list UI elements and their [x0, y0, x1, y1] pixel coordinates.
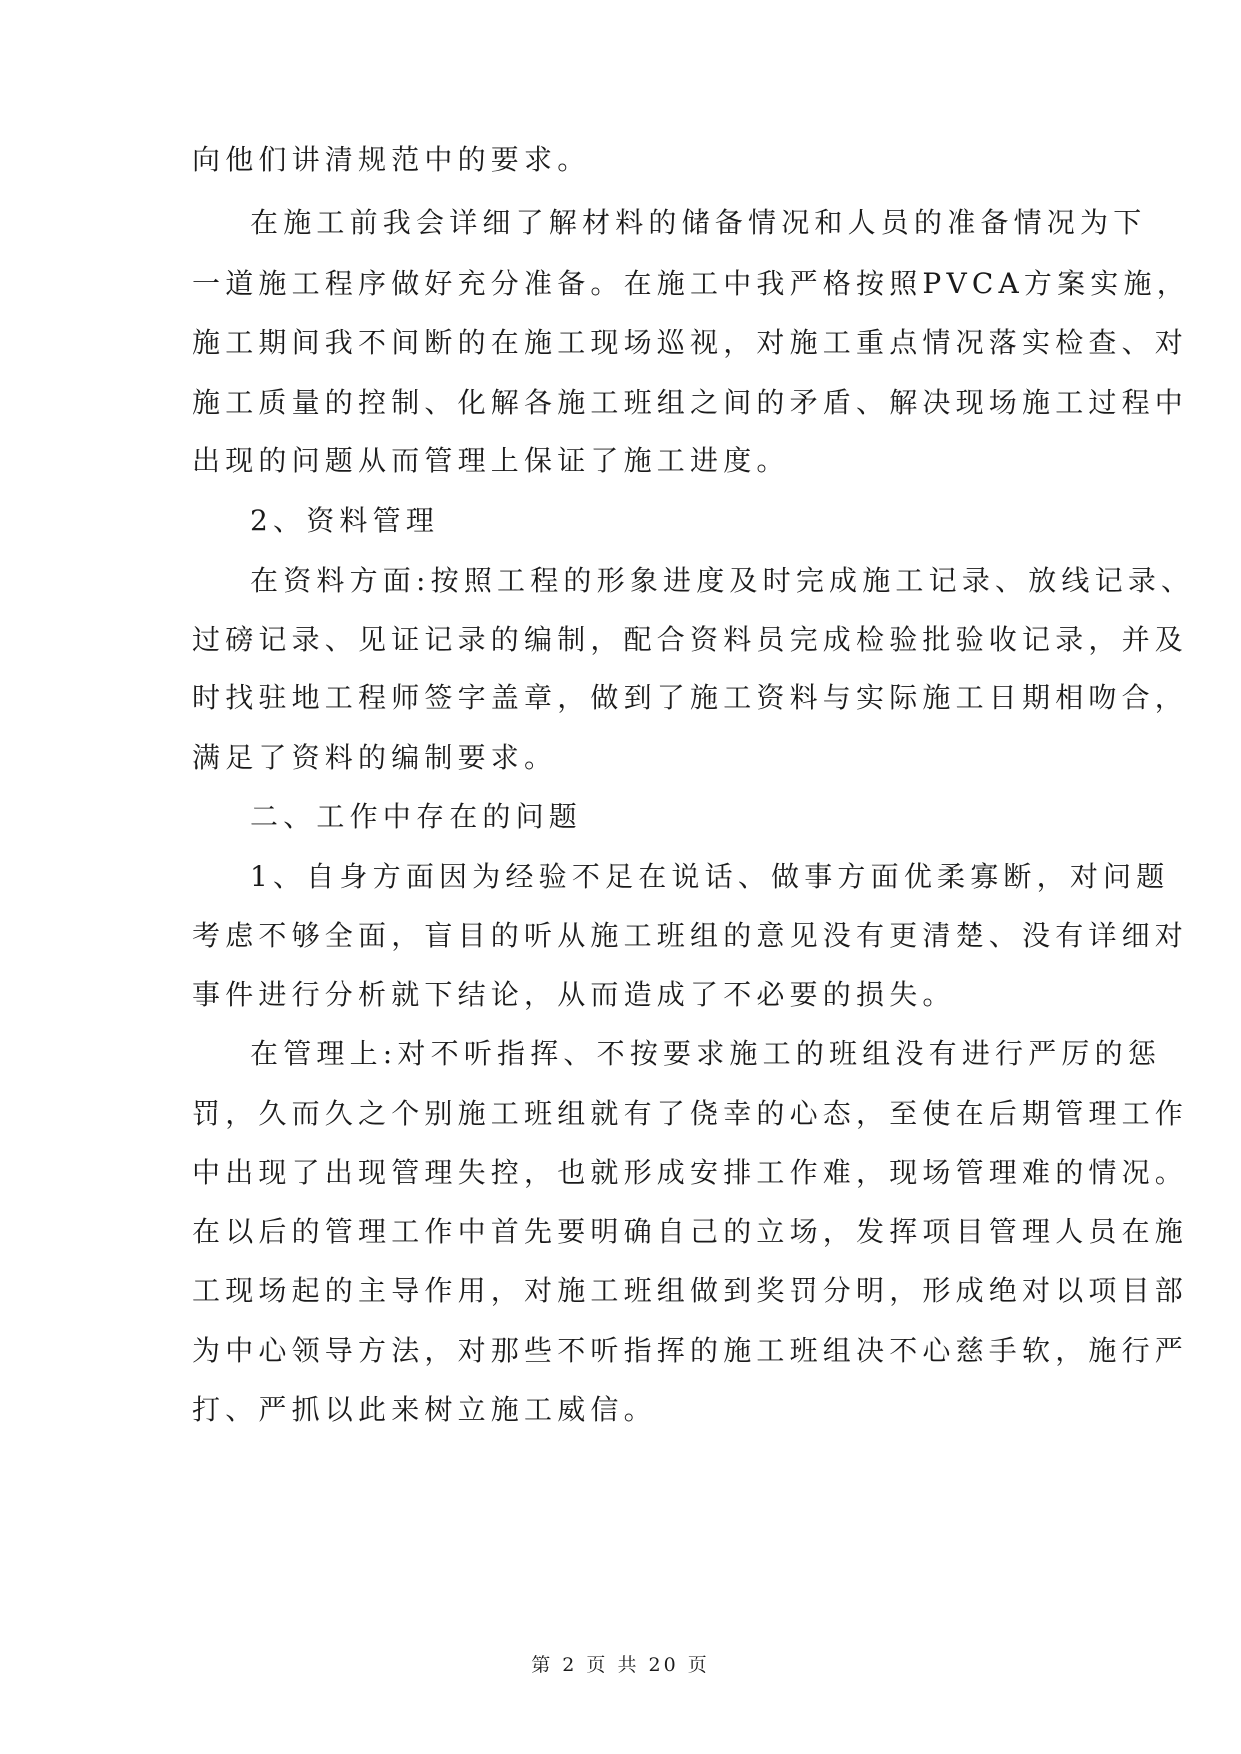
text-line: 为中心领导方法，对那些不听指挥的施工班组决不心慈手软，施行严 — [192, 1334, 1189, 1367]
text-line: 考虑不够全面，盲目的听从施工班组的意见没有更清楚、没有详细对 — [192, 919, 1189, 952]
text-line: 打、严抓以此来树立施工威信。 — [192, 1393, 657, 1426]
paragraph-start-line: 在施工前我会详细了解材料的储备情况和人员的准备情况为下 — [250, 206, 1147, 239]
text-line: 过磅记录、见证记录的编制，配合资料员完成检验批验收记录，并及 — [192, 623, 1189, 656]
text-line: 罚，久而久之个别施工班组就有了侥幸的心态，至使在后期管理工作 — [192, 1097, 1189, 1130]
text-line: 事件进行分析就下结论，从而造成了不必要的损失。 — [192, 978, 956, 1011]
text-line: 出现的问题从而管理上保证了施工进度。 — [192, 444, 790, 477]
paragraph-start-line: 在资料方面:按照工程的形象进度及时完成施工记录、放线记录、 — [250, 564, 1195, 597]
paragraph-start-line: 1、自身方面因为经验不足在说话、做事方面优柔寡断，对问题 — [250, 860, 1170, 893]
text-line: 工现场起的主导作用，对施工班组做到奖罚分明，形成绝对以项目部 — [192, 1274, 1189, 1307]
text-line: 一道施工程序做好充分准备。在施工中我严格按照PVCA方案实施， — [192, 267, 1190, 300]
text-line: 施工期间我不间断的在施工现场巡视，对施工重点情况落实检查、对 — [192, 326, 1189, 359]
page-number-footer: 第 2 页 共 20 页 — [531, 1654, 710, 1676]
text-line: 向他们讲清规范中的要求。 — [192, 143, 591, 176]
text-line: 中出现了出现管理失控，也就形成安排工作难，现场管理难的情况。 — [192, 1156, 1189, 1189]
paragraph-start-line: 在管理上:对不听指挥、不按要求施工的班组没有进行严厉的惩 — [250, 1037, 1162, 1070]
section-heading: 二、工作中存在的问题 — [250, 800, 583, 833]
section-heading: 2、资料管理 — [250, 504, 440, 537]
text-line: 在以后的管理工作中首先要明确自己的立场，发挥项目管理人员在施 — [192, 1215, 1189, 1248]
text-line: 时找驻地工程师签字盖章，做到了施工资料与实际施工日期相吻合， — [192, 681, 1189, 714]
text-line: 满足了资料的编制要求。 — [192, 741, 558, 774]
text-line: 施工质量的控制、化解各施工班组之间的矛盾、解决现场施工过程中 — [192, 386, 1189, 419]
